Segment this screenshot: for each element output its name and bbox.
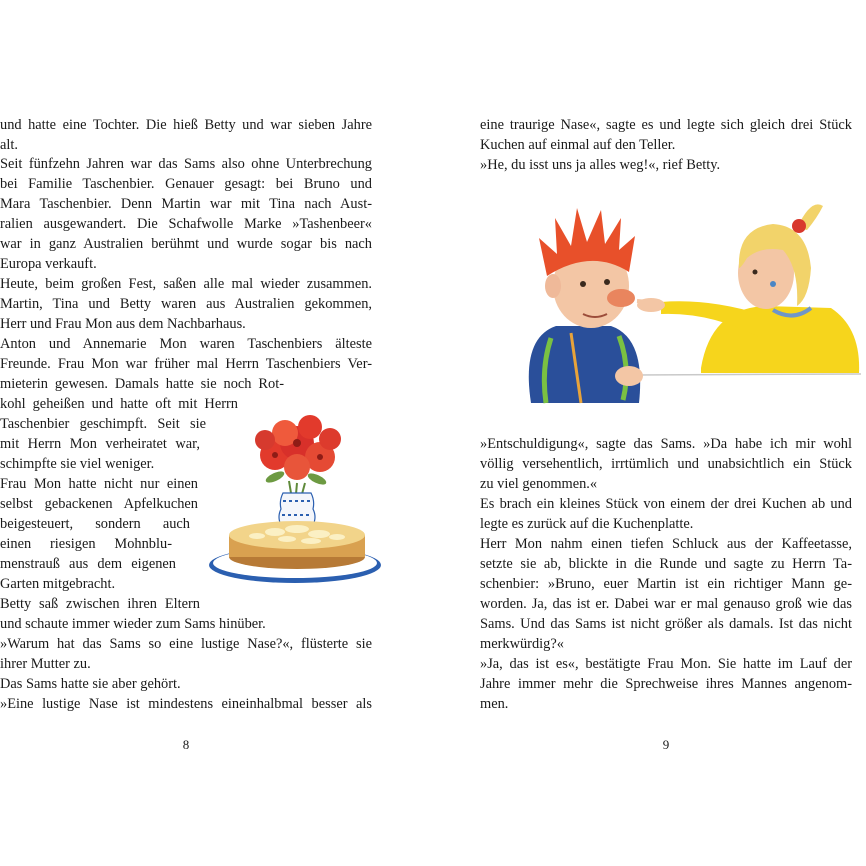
- text-line: Es brach ein kleines Stück von einem der drei Kuchen ab und: [480, 496, 852, 512]
- text-line: war in ganz Australien berühmt und wurde sogar bis nach: [0, 236, 372, 252]
- text-line: Anton und Annemarie Mon waren Taschenbiers älteste: [0, 336, 372, 352]
- text-line: »Warum hat das Sams so eine lustige Nase?«, flüsterte sie: [0, 636, 372, 652]
- text-line: Das Sams hatte sie aber gehört.: [0, 676, 181, 692]
- text-line: Mara Taschenbier. Denn Martin war mit Tina nach Aust-: [0, 196, 372, 212]
- text-line: »He, du isst uns ja alles weg!«, rief Betty.: [480, 157, 721, 173]
- sams-and-betty-illustration: [511, 188, 866, 410]
- text-line: alt.: [0, 137, 18, 153]
- text-line: »Eine lustige Nase ist mindestens eineinhalbmal besser als: [0, 696, 372, 712]
- text-line: beigesteuert, sondern auch: [0, 516, 190, 532]
- text-line: menstrauß aus dem eigenen: [0, 556, 176, 572]
- text-line: und hatte eine Tochter. Die hieß Betty und war sieben Jahre: [0, 117, 372, 133]
- text-line: men.: [480, 696, 509, 712]
- text-line: ralien ausgewandert. Die Schafwolle Marke »Tashenbeer«: [0, 216, 372, 232]
- text-line: zu viel genommen.«: [480, 476, 598, 492]
- text-line: Martin, Tina und Betty waren aus Australien gekommen,: [0, 296, 372, 312]
- text-line: schenbier: »Bruno, euer Martin ist ein richtiger Mann ge-: [480, 576, 852, 592]
- text-line: eine traurige Nase«, sagte es und legte sich gleich drei Stück: [480, 117, 852, 133]
- text-line: legte es zurück auf die Kuchenplatte.: [480, 516, 694, 532]
- text-line: Sams. Und das Sams ist nicht größer als damals. Ist das nicht: [480, 616, 852, 632]
- text-line: setzte sie ab, blickte in die Runde und sagte zu Herrn Ta-: [480, 556, 852, 572]
- text-line: Betty saß zwischen ihren Eltern: [0, 596, 200, 612]
- text-line: Herr und Frau Mon aus dem Nachbarhaus.: [0, 316, 246, 332]
- text-line: ihrer Mutter zu.: [0, 656, 91, 672]
- text-line: bei Familie Taschenbier. Genauer gesagt: bei Bruno und: [0, 176, 372, 192]
- text-line: mit Herrn Mon verheiratet war,: [0, 436, 200, 452]
- cake-and-poppy-illustration: [205, 405, 385, 590]
- text-line: worden. Ja, das ist er. Dabei war er mal genauso groß wie das: [480, 596, 852, 612]
- text-line: »Ja, das ist es«, bestätigte Frau Mon. Sie hatte im Lauf der: [480, 656, 852, 672]
- text-line: Jahre immer mehr die Sprechweise ihres Mannes angenom-: [480, 676, 852, 692]
- text-line: »Entschuldigung«, sagte das Sams. »Da habe ich mir wohl: [480, 436, 852, 452]
- text-line: Taschenbier geschimpft. Seit sie: [0, 416, 206, 432]
- page-number: 8: [182, 737, 190, 752]
- text-line: und schaute immer wieder zum Sams hinüber.: [0, 616, 266, 632]
- text-line: kohl geheißen und hatte oft mit Herrn: [0, 396, 238, 412]
- text-line: einen riesigen Mohnblu-: [0, 536, 172, 552]
- text-line: Kuchen auf einmal auf den Teller.: [480, 137, 676, 153]
- right-page: [433, 0, 866, 866]
- text-line: Freunde. Frau Mon war früher mal Herrn Taschenbiers Ver-: [0, 356, 372, 372]
- text-line: völlig versehentlich, irrtümlich und unabsichtlich ein Stück: [480, 456, 852, 472]
- text-line: mieterin gewesen. Damals hatte sie noch Rot-: [0, 376, 284, 392]
- text-line: Heute, beim großen Fest, saßen alle mal wieder zusammen.: [0, 276, 372, 292]
- text-line: Herr Mon nahm einen tiefen Schluck aus der Kaffeetasse,: [480, 536, 852, 552]
- text-line: Garten mitgebracht.: [0, 576, 116, 592]
- page-number: 9: [662, 737, 670, 752]
- text-line: Seit fünfzehn Jahren war das Sams also ohne Unterbrechung: [0, 156, 372, 172]
- text-line: selbst gebackenen Apfelkuchen: [0, 496, 198, 512]
- text-line: merkwürdig?«: [480, 636, 564, 652]
- text-line: Frau Mon hatte nicht nur einen: [0, 476, 198, 492]
- text-line: Europa verkauft.: [0, 256, 97, 272]
- text-line: schimpfte sie viel weniger.: [0, 456, 155, 472]
